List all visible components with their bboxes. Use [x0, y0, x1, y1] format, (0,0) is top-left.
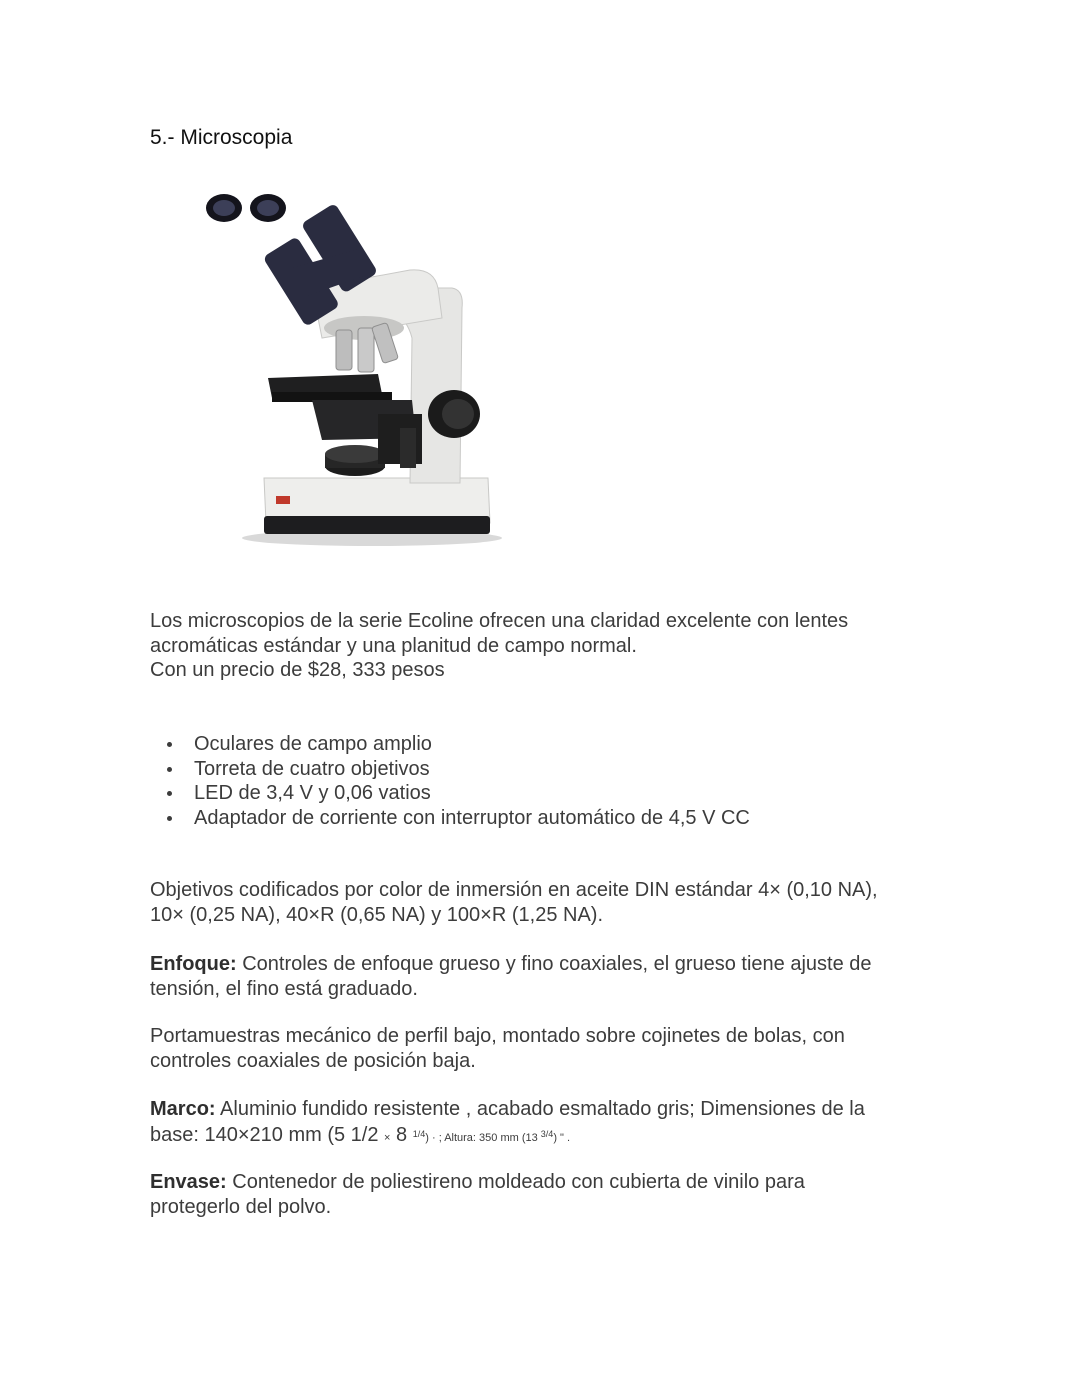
microscope-photo	[172, 178, 526, 570]
packaging-label: Envase:	[150, 1171, 227, 1193]
intro-paragraph	[150, 609, 848, 683]
packaging-paragraph: Envase: Contenedor de poliestireno moldeado con cubierta de vinilo para protegerlo del polvo.	[150, 1171, 805, 1218]
frame-paragraph: Marco: Aluminio fundido resistente , acabado esmaltado gris; Dimensiones de la base: 140×210 mm (5 1/2 × 8 $^{1/4}$) · ; Altura: 350 mm (13 $^{3/4}$) " .	[150, 1097, 865, 1150]
focus-paragraph: Enfoque: Controles de enfoque grueso y fino coaxiales, el grueso tiene ajuste de tensión, el fino está graduado.	[150, 953, 872, 1000]
dimensions-line: base: 140×210 mm (5 1/2 × 8 $^{1/4}$) · ; Altura: 350 mm (13 $^{3/4}$) " .	[150, 1123, 571, 1146]
features-list	[150, 732, 750, 830]
list-item: Oculares de campo amplio	[150, 732, 750, 757]
focus-label: Enfoque:	[150, 953, 237, 975]
intro-line: Los microscopios de la serie Ecoline ofrecen una claridad excelente con lentes	[150, 610, 849, 632]
bullet-icon	[167, 742, 172, 747]
list-item: LED de 3,4 V y 0,06 vatios	[150, 781, 750, 806]
frame-label: Marco:	[150, 1098, 216, 1120]
bullet-icon	[167, 791, 172, 796]
list-item: Adaptador de corriente con interruptor automático de 4,5 V CC	[150, 806, 750, 831]
bullet-icon	[167, 816, 172, 821]
stage-paragraph: Portamuestras mecánico de perfil bajo, montado sobre cojinetes de bolas, con controles coaxiales de posición baja.	[150, 1025, 845, 1072]
bullet-icon	[167, 767, 172, 772]
section-heading: 5.- Microscopia	[150, 126, 293, 149]
list-item: Torreta de cuatro objetivos	[150, 757, 750, 782]
price-line: Con un precio de $28, 333 pesos	[150, 659, 445, 681]
objectives-paragraph: Objetivos codificados por color de inmersión en aceite DIN estándar 4× (0,10 NA), 10× (0,25 NA), 40×R (0,65 NA) y 100×R (1,25 NA).	[150, 879, 878, 926]
intro-line: acromáticas estándar y una planitud de campo normal.	[150, 634, 637, 657]
